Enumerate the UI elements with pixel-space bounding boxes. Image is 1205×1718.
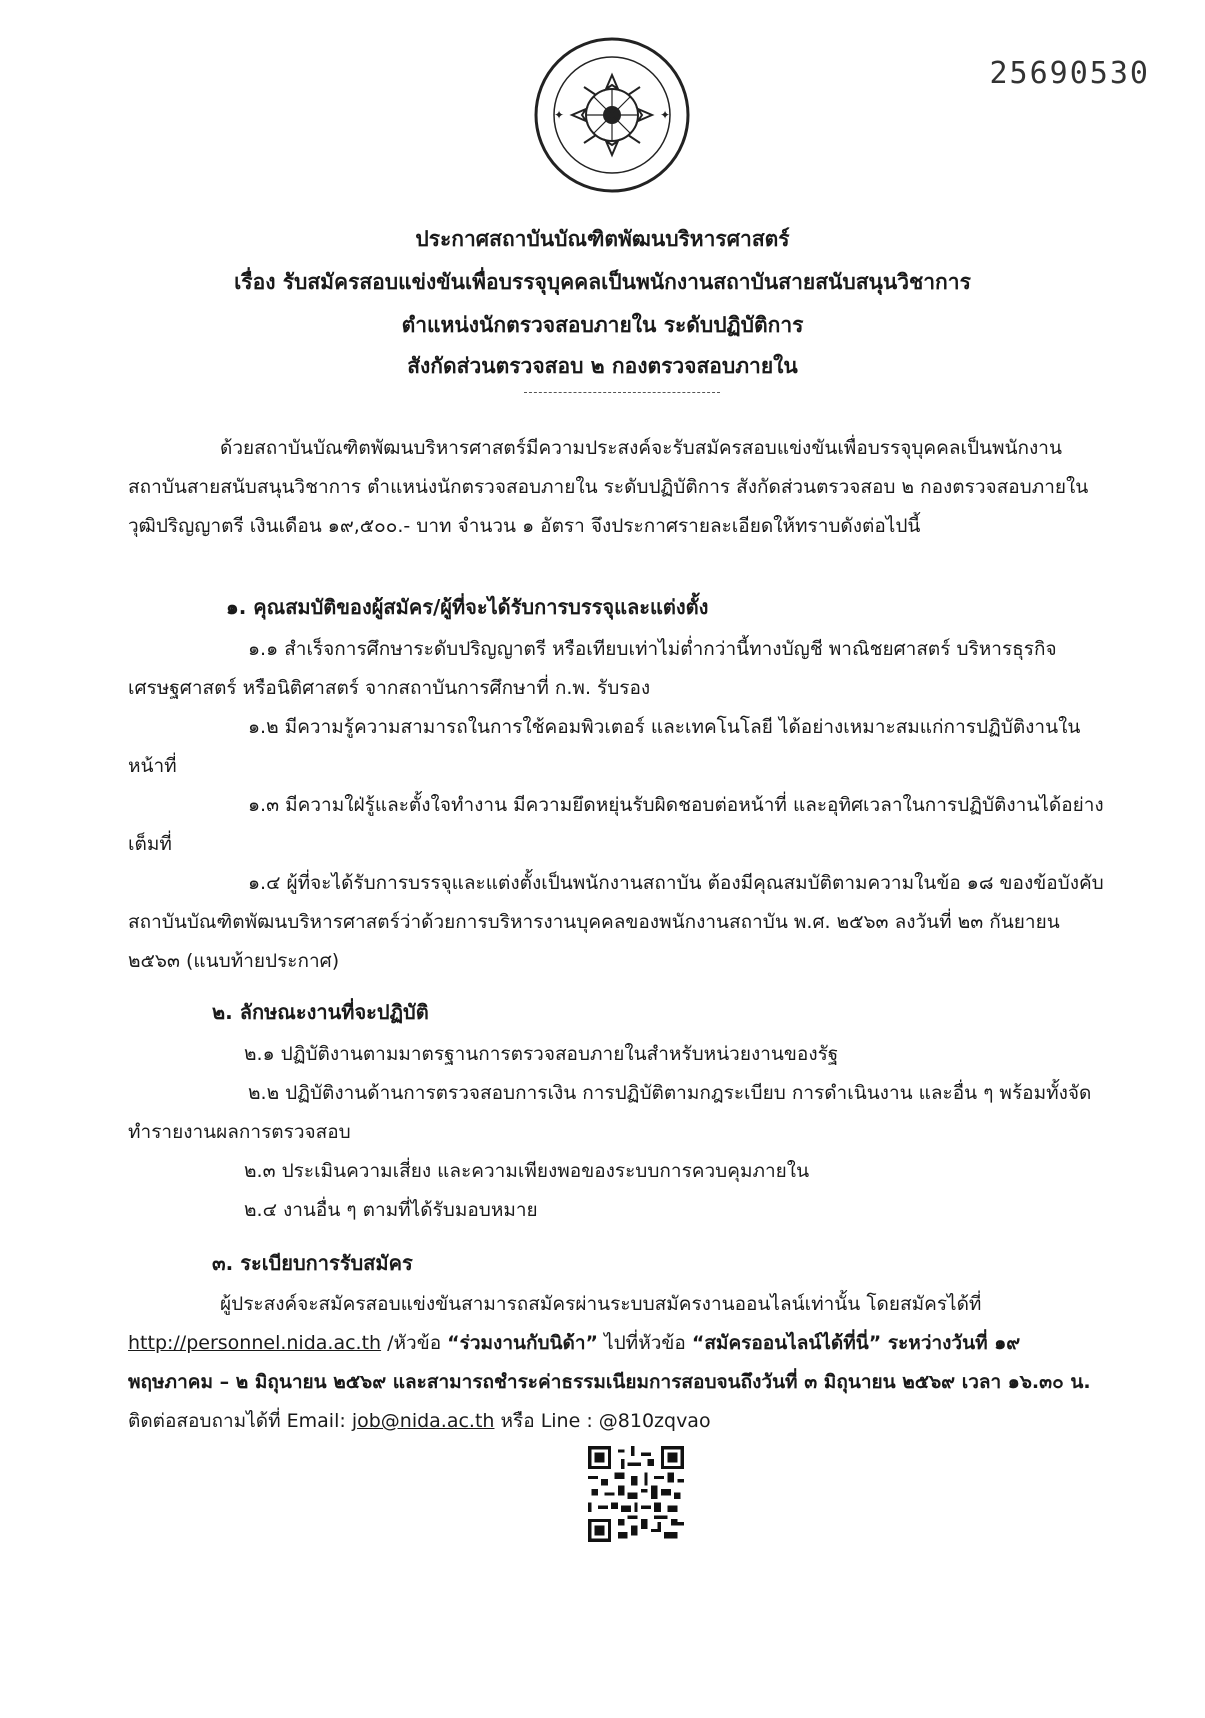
department-line: สังกัดส่วนตรวจสอบ ๒ กองตรวจสอบภายใน [407,354,798,378]
section1-heading: ๑. คุณสมบัติของผู้สมัคร/ผู้ที่จะได้รับการบรรจุและแต่งตั้ง [226,595,709,619]
application-period: ระหว่างวันที่ ๑๙ พฤษภาคม – ๒ มิถุนายน ๒๕๖๙ และสามารถชำระค่าธรรมเนียมการสอบจนถึงวันที่ ๓ มิถุนายน ๒๕๖๙ เวลา ๑๖.๓๐ น. [128,1332,1091,1393]
email-link[interactable]: job@nida.ac.th [351,1410,495,1432]
position-title: ตำแหน่งนักตรวจสอบภายใน ระดับปฏิบัติการ [401,313,804,337]
intro-paragraph: ด้วยสถาบันบัณฑิตพัฒนบริหารศาสตร์มีความประสงค์จะรับสมัครสอบแข่งขันเพื่อบรรจุบุคคลเป็นพนักงานสถาบันสายสนับสนุนวิชาการ ตำแหน่งนักตรวจสอบภายใน ระดับปฏิบัติการ สังกัดส่วนตรวจสอบ ๒ กองตรวจสอบภายใน วุฒิปริญญาตรี เงินเดือน ๑๙,๕๐๐.- บาท จำนวน ๑ อัตรา จึงประกาศรายละเอียดให้ทราบดังต่อไปนี้ [128,437,1089,537]
svg-text:✦: ✦ [554,108,565,122]
section3-text-1: ผู้ประสงค์จะสมัครสอบแข่งขันสามารถสมัครผ่านระบบสมัครงานออนไลน์เท่านั้น โดยสมัครได้ที่ [220,1293,982,1315]
section1-item-3: ๑.๓ มีความใฝ่รู้และตั้งใจทำงาน มีความยึดหยุ่นรับผิดชอบต่อหน้าที่ และอุทิศเวลาในการปฏิบัติงานได้อย่างเต็มที่ [128,794,1104,855]
institution-seal-logo [532,35,692,195]
line-contact: หรือ Line : @810zqvao [494,1410,711,1432]
section1-item-1: ๑.๑ สำเร็จการศึกษาระดับปริญญาตรี หรือเทียบเท่าไม่ต่ำกว่านี้ทางบัญชี พาณิชยศาสตร์ บริหารธุรกิจ เศรษฐศาสตร์ หรือนิติศาสตร์ จากสถาบันการศึกษาที่ ก.พ. รับรอง [128,638,1057,699]
section2-item-2: ๒.๒ ปฏิบัติงานด้านการตรวจสอบการเงิน การปฏิบัติตามกฎระเบียบ การดำเนินงาน และอื่น ๆ พร้อมทั้งจัดทำรายงานผลการตรวจสอบ [128,1082,1092,1143]
title-divider [524,392,720,393]
section2-item-4: ๒.๔ งานอื่น ๆ ตามที่ได้รับมอบหมาย [244,1199,538,1221]
announcement-title: ประกาศสถาบันบัณฑิตพัฒนบริหารศาสตร์ [415,227,790,251]
section1-item-2: ๑.๒ มีความรู้ความสามารถในการใช้คอมพิวเตอร์ และเทคโนโลยี ได้อย่างเหมาะสมแก่การปฏิบัติงานในหน้าที่ [128,716,1081,777]
section2-heading: ๒. ลักษณะงานที่จะปฏิบัติ [212,1000,429,1024]
topic-join-nida: “ร่วมงานกับนิด้า” [447,1332,599,1354]
section3-text-3: ไปที่หัวข้อ [598,1332,692,1354]
topic-apply-online: “สมัครออนไลน์ได้ที่นี่” [691,1332,882,1354]
section3-text-2: /หัวข้อ [381,1332,448,1354]
qr-code-icon[interactable] [588,1446,684,1542]
section3-paragraph [128,1285,1108,1441]
contact-text: ติดต่อสอบถามได้ที่ Email: [128,1410,352,1432]
section3-heading: ๓. ระเบียบการรับสมัคร [212,1251,413,1275]
section2-item-3: ๒.๓ ประเมินความเสี่ยง และความเพียงพอของระบบการควบคุมภายใน [244,1160,810,1182]
personnel-site-link[interactable]: http://personnel.nida.ac.th [128,1332,382,1354]
svg-text:✦: ✦ [660,108,671,122]
section2-item-1: ๒.๑ ปฏิบัติงานตามมาตรฐานการตรวจสอบภายในสำหรับหน่วยงานของรัฐ [244,1043,839,1065]
announcement-subject: เรื่อง รับสมัครสอบแข่งขันเพื่อบรรจุบุคคลเป็นพนักงานสถาบันสายสนับสนุนวิชาการ [234,270,971,294]
section1-item-4: ๑.๔ ผู้ที่จะได้รับการบรรจุและแต่งตั้งเป็นพนักงานสถาบัน ต้องมีคุณสมบัติตามความในข้อ ๑๘ ของข้อบังคับสถาบันบัณฑิตพัฒนบริหารศาสตร์ว่าด้วยการบริหารงานบุคคลของพนักงานสถาบัน พ.ศ. ๒๕๖๓ ลงวันที่ ๒๓ กันยายน ๒๕๖๓ (แนบท้ายประกาศ) [128,872,1104,972]
document-number: 25690530 [989,56,1150,91]
